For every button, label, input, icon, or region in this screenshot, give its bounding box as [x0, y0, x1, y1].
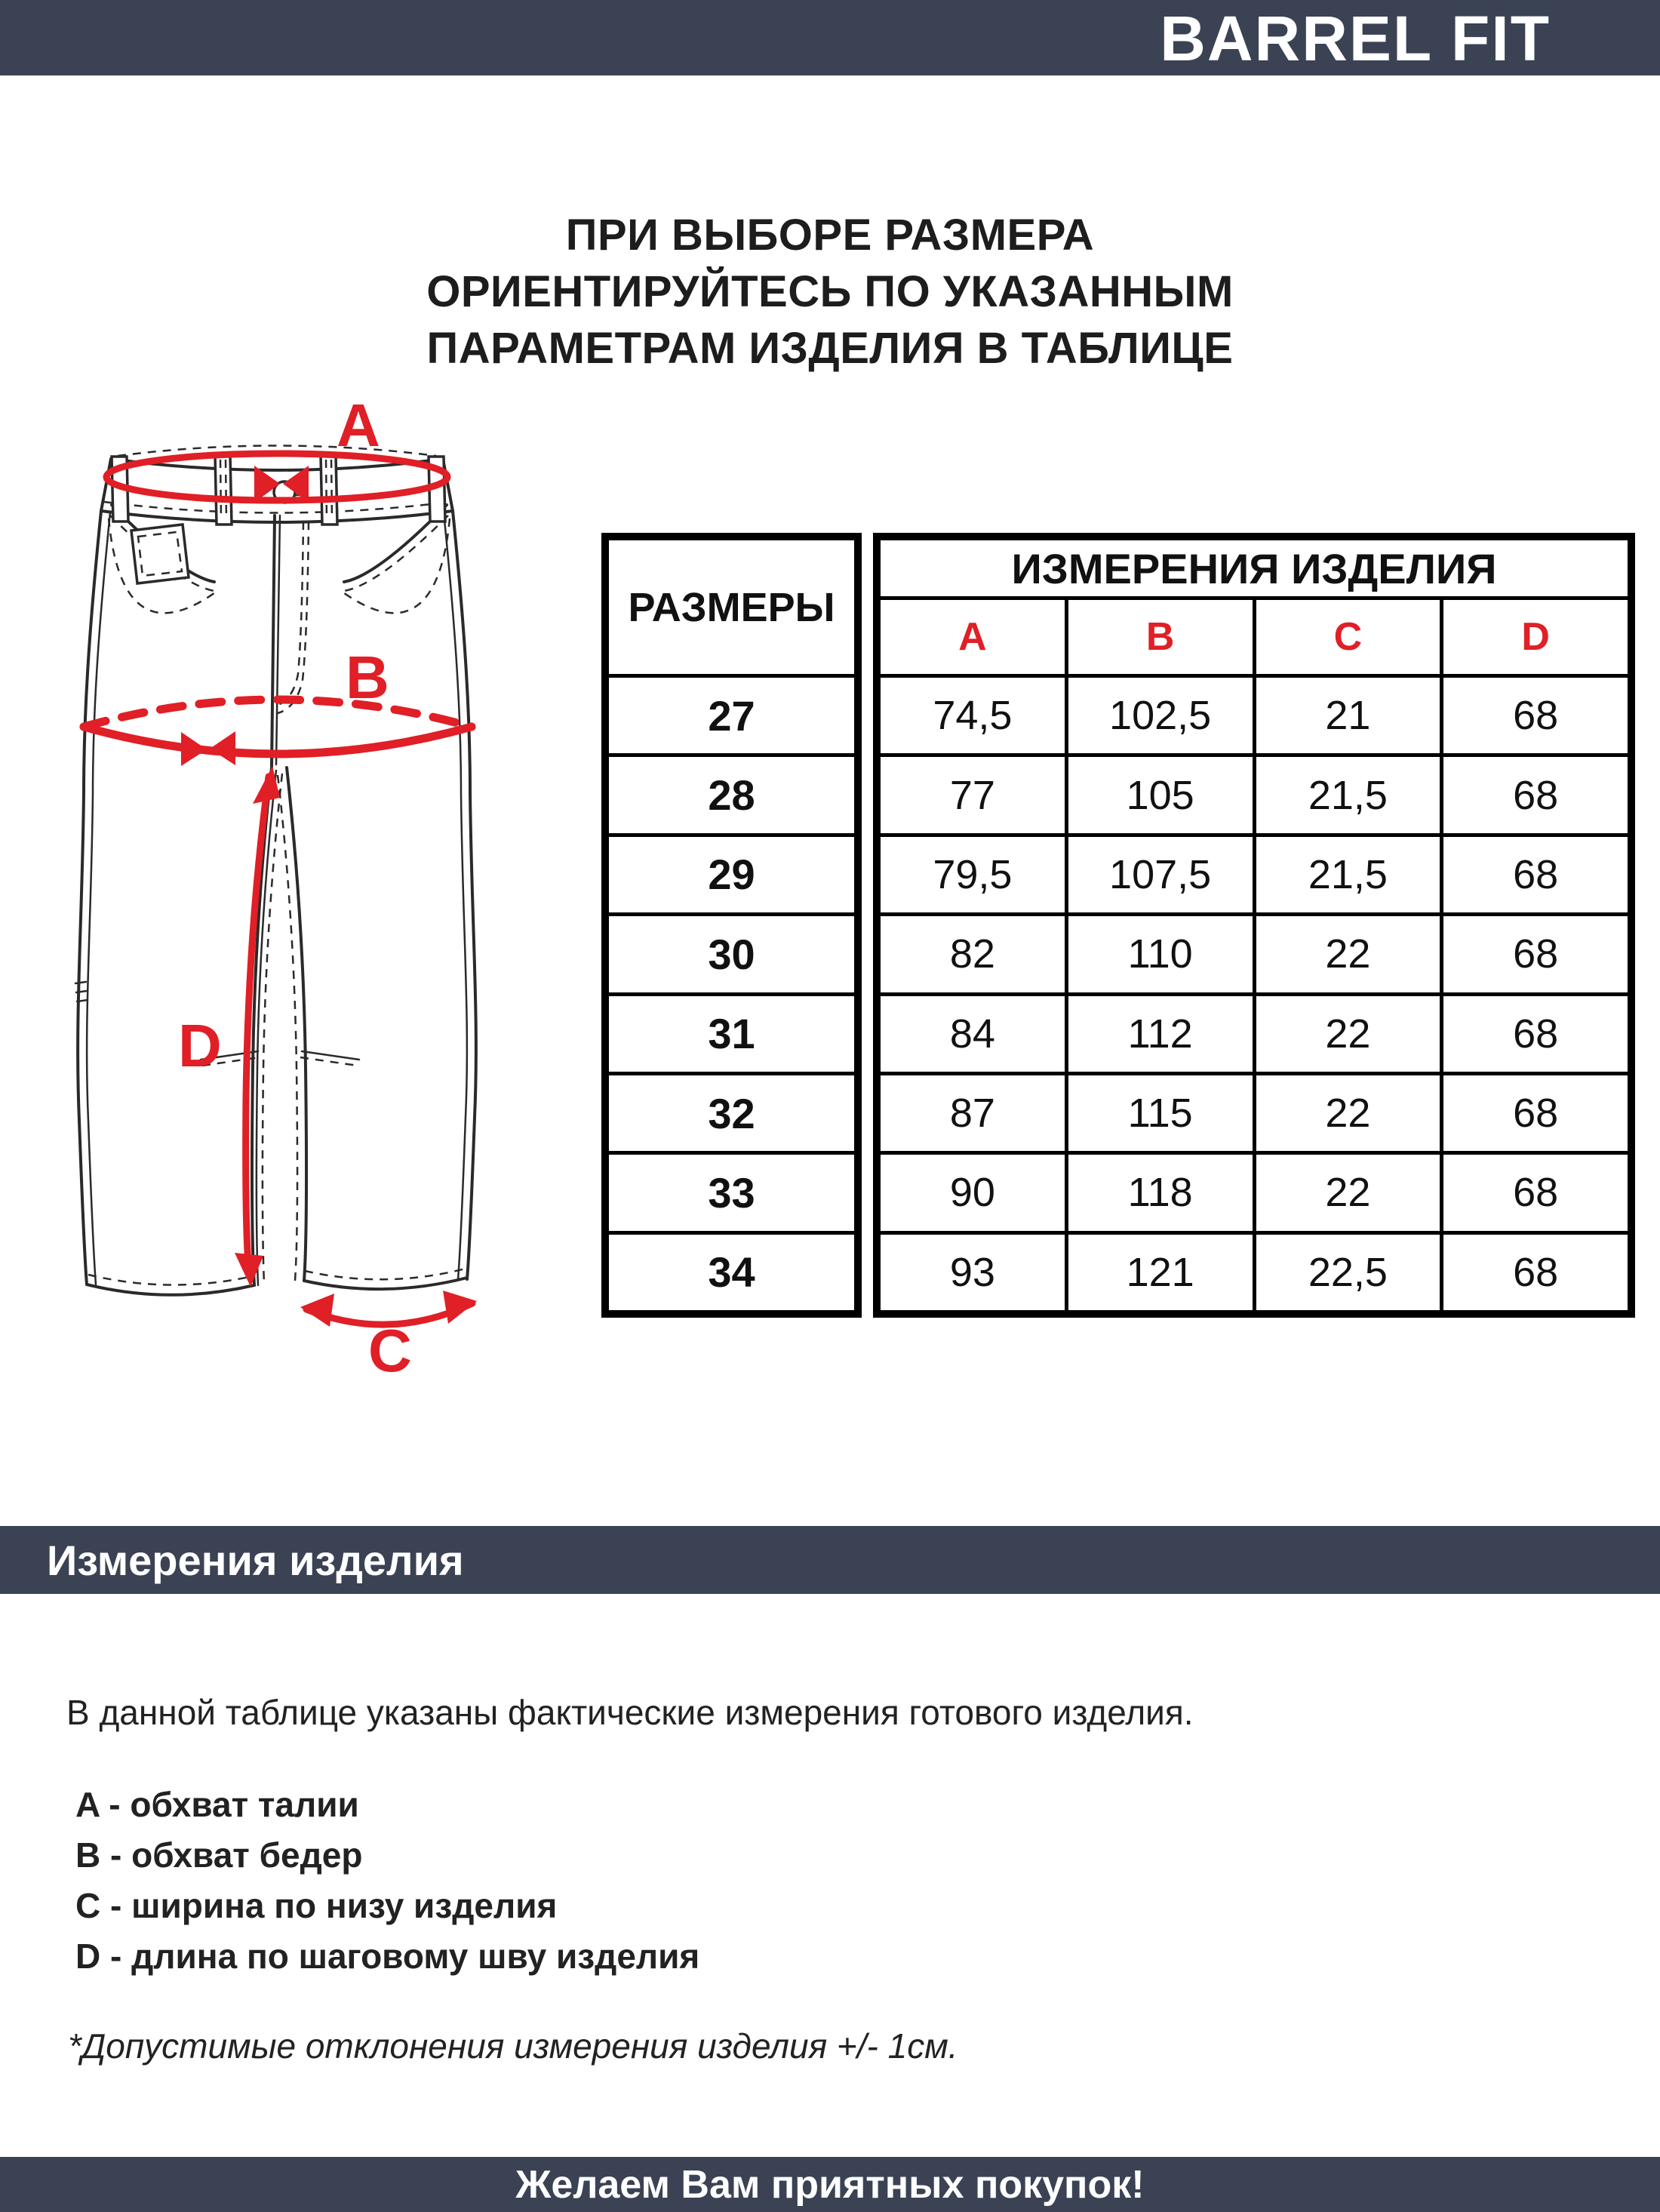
column-header-d: D — [1443, 600, 1628, 674]
size-row-28: 28 — [609, 757, 854, 832]
label-b: B — [346, 644, 389, 711]
intro-line-3: ПАРАМЕТРАМ ИЗДЕЛИЯ В ТАБЛИЦЕ — [426, 324, 1234, 373]
value-cell: 112 — [1068, 996, 1253, 1072]
table-description: В данной таблице указаны фактические измерения готового изделия. — [66, 1693, 1194, 1732]
value-cell: 115 — [1068, 1075, 1253, 1151]
value-cell: 87 — [881, 1075, 1065, 1151]
value-cell: 102,5 — [1068, 678, 1253, 753]
value-cell: 107,5 — [1068, 837, 1253, 912]
value-cell: 22 — [1256, 996, 1440, 1072]
intro-heading — [0, 207, 1660, 377]
footer-message: Желаем Вам приятных покупок! — [515, 2163, 1145, 2207]
right-hem-stitch — [305, 1269, 466, 1279]
size-row-31: 31 — [609, 996, 854, 1072]
size-row-33: 33 — [609, 1155, 854, 1230]
value-cell: 68 — [1443, 1155, 1628, 1230]
value-cell: 79,5 — [881, 837, 1065, 912]
value-cell: 21,5 — [1256, 757, 1440, 832]
measure-b-arrow-right — [210, 731, 235, 765]
value-cell: 121 — [1068, 1235, 1253, 1310]
size-row-29: 29 — [609, 837, 854, 912]
value-cell: 84 — [881, 996, 1065, 1072]
center-front-line2 — [276, 515, 280, 765]
size-row-32: 32 — [609, 1075, 854, 1151]
brand-bar — [0, 0, 1660, 75]
value-cell: 22 — [1256, 1155, 1440, 1230]
measure-b-arrow-left — [181, 732, 207, 766]
footer-bar — [0, 2157, 1660, 2212]
left-inseam-stitch — [263, 774, 282, 1284]
right-pocket-bag — [341, 518, 450, 613]
sizes-header: РАЗМЕРЫ — [609, 540, 854, 674]
value-cell: 110 — [1068, 916, 1253, 992]
belt-loop — [321, 455, 337, 525]
left-hem — [87, 1284, 254, 1295]
value-cell: 21,5 — [1256, 837, 1440, 912]
intro-line-2: ОРИЕНТИРУЙТЕСЬ ПО УКАЗАННЫМ — [426, 267, 1234, 316]
tolerance-footnote: *Допустимые отклонения измерения изделия +/- 1см. — [68, 2026, 958, 2066]
label-c: C — [368, 1317, 412, 1384]
size-row-27: 27 — [609, 678, 854, 753]
value-cell: 22 — [1256, 916, 1440, 992]
measure-c-arrow-left — [300, 1294, 334, 1327]
intro-line-1: ПРИ ВЫБОРЕ РАЗМЕРА — [565, 211, 1095, 260]
value-cell: 74,5 — [881, 678, 1065, 753]
value-cell: 118 — [1068, 1155, 1253, 1230]
value-cell: 21 — [1256, 678, 1440, 753]
legend-item-c: C - ширина по низу изделия — [75, 1886, 558, 1925]
value-cell: 68 — [1443, 757, 1628, 832]
value-cell: 22,5 — [1256, 1235, 1440, 1310]
measure-b-hip-solid-arc — [84, 727, 472, 754]
value-cell: 68 — [1443, 996, 1628, 1072]
size-row-30: 30 — [609, 916, 854, 992]
right-knee-line — [302, 1051, 359, 1060]
measurements-header: ИЗМЕРЕНИЯ ИЗДЕЛИЯ — [881, 540, 1628, 596]
value-cell: 68 — [1443, 1075, 1628, 1151]
measurements-table — [873, 533, 1635, 1318]
legend-item-d: D - длина по шаговому шву изделия — [75, 1937, 700, 1976]
label-a: A — [337, 392, 380, 459]
size-row-34: 34 — [609, 1235, 854, 1310]
sizes-table — [601, 533, 862, 1318]
column-header-a: A — [881, 600, 1065, 674]
value-cell: 82 — [881, 916, 1065, 992]
fly-j-stitch-2 — [278, 521, 309, 713]
section-bar-title: Измерения изделия — [47, 1537, 464, 1584]
value-cell: 90 — [881, 1155, 1065, 1230]
value-cell: 22 — [1256, 1075, 1440, 1151]
legend-item-b: B - обхват бедер — [75, 1835, 363, 1875]
label-d: D — [178, 1012, 222, 1079]
value-cell: 93 — [881, 1235, 1065, 1310]
belt-loop — [215, 455, 232, 525]
legend-item-a: A - обхват талии — [75, 1785, 359, 1824]
measure-d-arrow-bottom — [235, 1253, 263, 1287]
value-cell: 68 — [1443, 916, 1628, 992]
value-cell: 68 — [1443, 678, 1628, 753]
center-front-seam — [272, 515, 275, 768]
value-cell: 105 — [1068, 757, 1253, 832]
value-cell: 68 — [1443, 1235, 1628, 1310]
column-header-c: C — [1256, 600, 1440, 674]
brand-title: BARREL FIT — [1160, 3, 1551, 74]
value-cell: 77 — [881, 757, 1065, 832]
measurement-legend — [75, 1780, 699, 1982]
value-cell: 68 — [1443, 837, 1628, 912]
column-header-b: B — [1068, 600, 1253, 674]
section-bar — [0, 1526, 1660, 1594]
left-hem-stitch — [88, 1275, 253, 1285]
jeans-measurement-diagram — [68, 381, 551, 1528]
